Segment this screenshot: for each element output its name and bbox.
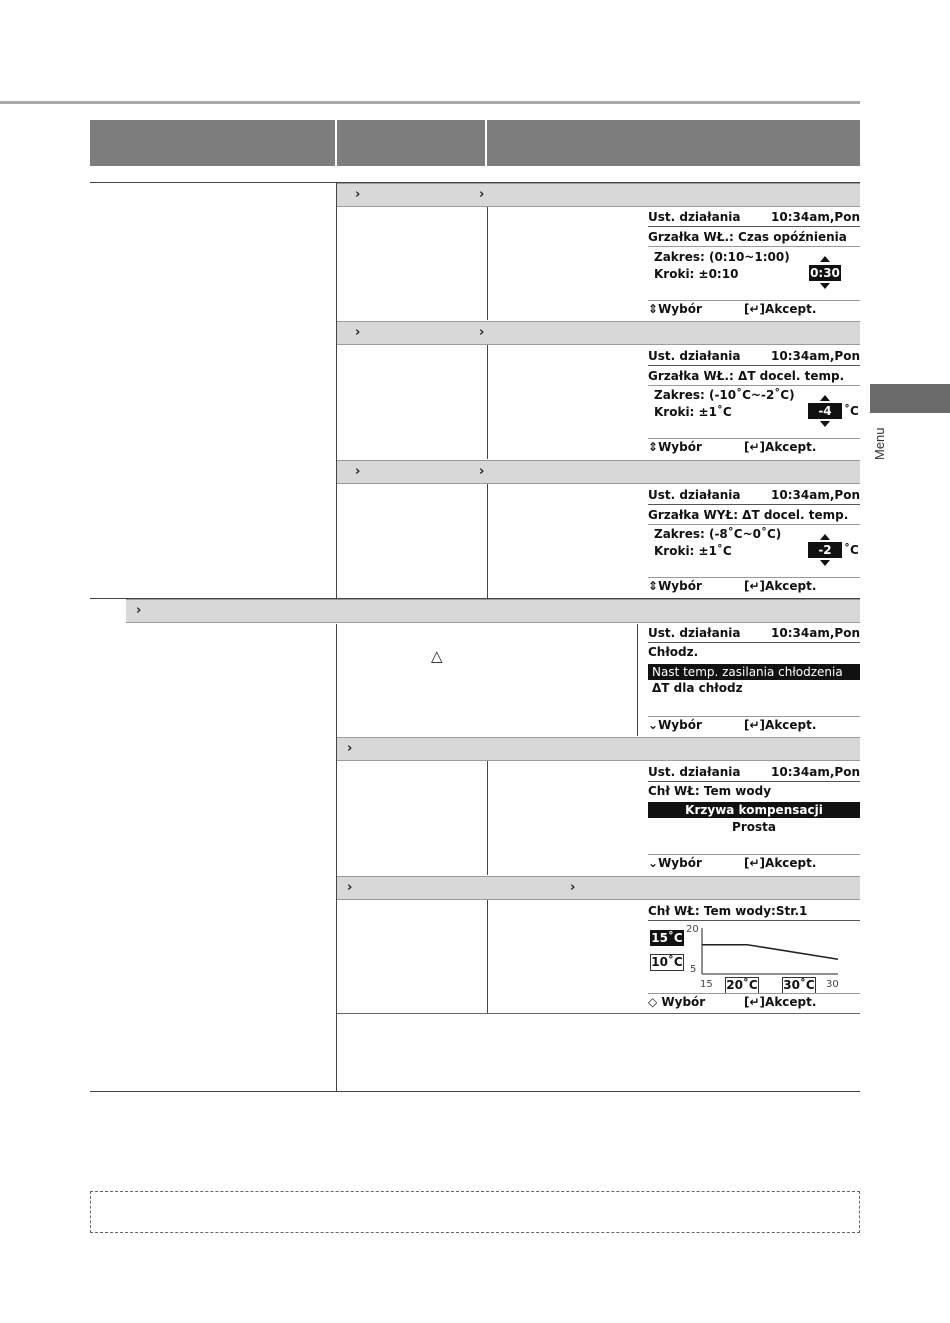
up-arrow-icon <box>820 395 830 401</box>
section-band-3 <box>337 460 860 484</box>
lcd-screen-1 <box>648 208 860 320</box>
screen-rule <box>648 781 860 782</box>
screen-rule <box>648 577 860 578</box>
steps-text: Kroki: ±0:10 <box>654 267 739 281</box>
value-box[interactable]: 20˚C <box>726 978 758 992</box>
screen-header-label: Ust. działania <box>648 765 741 779</box>
table-row-rule <box>337 1013 860 1014</box>
down-arrow-icon <box>820 560 830 566</box>
lcd-screen-3 <box>648 485 860 597</box>
chevron-right-icon: › <box>479 325 485 340</box>
screen-rule <box>648 246 860 247</box>
lcd-screen-2 <box>648 346 860 458</box>
lcd-screen-5 <box>648 762 860 874</box>
screen-rule <box>648 716 860 717</box>
screen-rule <box>648 504 860 505</box>
screen-header-time: 10:34am,Pon <box>771 210 860 224</box>
value-box: 0:30 <box>810 266 840 280</box>
enter-icon: [↵] <box>744 579 766 593</box>
top-rule <box>0 101 860 104</box>
down-arrow-icon <box>820 283 830 289</box>
screen-rule <box>648 385 860 386</box>
select-hint: Wybór <box>658 302 702 316</box>
chevron-right-icon: › <box>570 880 576 895</box>
screen-header-label: Ust. działania <box>648 349 741 363</box>
up-arrow-icon <box>820 534 830 540</box>
select-hint: Wybór <box>658 440 702 454</box>
chevron-right-icon: › <box>347 741 353 756</box>
screen-title: Grzałka WŁ.: ΔT docel. temp. <box>648 369 845 383</box>
lcd-screen-6 <box>648 900 860 1013</box>
range-text: Zakres: (-8˚C~0˚C) <box>654 527 782 541</box>
screen-header-label: Ust. działania <box>648 626 741 640</box>
value-box[interactable]: 30˚C <box>783 978 815 992</box>
column-divider-2 <box>487 900 488 1013</box>
select-hint: Wybór <box>658 579 702 593</box>
screen-rule <box>648 993 860 994</box>
screen-title: Grzałka WYŁ: ΔT docel. temp. <box>648 508 849 522</box>
screen-rule <box>648 642 860 643</box>
chart-y-tick-label: 5 <box>690 964 697 975</box>
screen-header-time: 10:34am,Pon <box>771 349 860 363</box>
chevron-right-icon: › <box>347 880 353 895</box>
column-divider-1a <box>336 182 337 598</box>
accept-hint: Akcept. <box>765 856 817 870</box>
chart-y-tick-label: 20 <box>686 924 699 935</box>
enter-icon: [↵] <box>744 440 766 454</box>
accept-hint: Akcept. <box>765 995 817 1009</box>
select-hint: Wybór <box>658 856 702 870</box>
column-divider-1b <box>336 624 337 1091</box>
section-band-5 <box>337 737 860 761</box>
section-band-1 <box>337 183 860 207</box>
chart-x-tick-label: 30 <box>826 979 839 990</box>
chevron-right-icon: › <box>479 187 485 202</box>
accept-hint: Akcept. <box>765 440 817 454</box>
steps-text: Kroki: ±1˚C <box>654 405 732 419</box>
screen-rule <box>648 365 860 366</box>
lcd-screen-4 <box>648 624 860 736</box>
column-divider-2 <box>487 761 488 875</box>
value-box: -2 <box>808 542 842 558</box>
column-divider-2 <box>487 484 488 598</box>
chevron-right-icon: › <box>479 464 485 479</box>
menu-item[interactable]: Prosta <box>732 820 776 834</box>
up-down-icon: ⇕ <box>648 302 659 316</box>
up-down-icon: ⇕ <box>648 579 659 593</box>
screen-rule <box>648 226 860 227</box>
value-box-selected[interactable]: 15˚C <box>651 931 683 945</box>
select-hint: Wybór <box>661 995 706 1009</box>
screen-title: Grzałka WŁ.: Czas opóźnienia <box>648 230 847 244</box>
chevron-right-icon: › <box>355 325 361 340</box>
unit-label: ˚C <box>844 404 859 418</box>
screen-title: Chłodz. <box>648 645 699 659</box>
chevron-right-icon: › <box>136 603 142 618</box>
menu-item[interactable]: ΔT dla chłodz <box>652 681 743 695</box>
enter-icon: [↵] <box>744 995 766 1009</box>
four-way-arrow-icon: ◇ <box>648 995 662 1009</box>
column-divider-3 <box>637 624 638 736</box>
accept-hint: Akcept. <box>765 718 817 732</box>
side-section-tab <box>870 384 950 413</box>
note-box <box>90 1191 860 1233</box>
steps-text: Kroki: ±1˚C <box>654 544 732 558</box>
table-header-col-2 <box>337 120 485 166</box>
chevron-right-icon: › <box>355 187 361 202</box>
column-divider-2 <box>487 207 488 320</box>
down-arrow-icon: ⌄ <box>648 718 659 732</box>
value-box: -4 <box>808 403 842 419</box>
screen-title: Chł WŁ: Tem wody <box>648 784 772 798</box>
column-divider-2 <box>487 345 488 459</box>
table-header-col-3 <box>487 120 860 166</box>
screen-header-time: 10:34am,Pon <box>771 626 860 640</box>
screen-rule <box>648 438 860 439</box>
section-band-4 <box>126 599 860 623</box>
up-down-icon: ⇕ <box>648 440 659 454</box>
screen-header-time: 10:34am,Pon <box>771 488 860 502</box>
down-arrow-icon <box>820 421 830 427</box>
screen-header-label: Ust. działania <box>648 210 741 224</box>
screen-header-time: 10:34am,Pon <box>771 765 860 779</box>
screen-rule <box>648 854 860 855</box>
side-section-label: Menu <box>872 427 887 460</box>
section-band-6 <box>337 876 860 900</box>
table-header-col-1 <box>90 120 335 166</box>
enter-icon: [↵] <box>744 856 766 870</box>
range-text: Zakres: (0:10~1:00) <box>654 250 790 264</box>
triangle-symbol: △ <box>431 647 443 665</box>
chart-series-line <box>702 945 838 960</box>
selected-menu-item[interactable]: Krzywa kompensacji <box>648 802 860 818</box>
screen-rule <box>648 300 860 301</box>
table-bottom-rule <box>90 1091 860 1092</box>
accept-hint: Akcept. <box>765 302 817 316</box>
chevron-right-icon: › <box>355 464 361 479</box>
value-box[interactable]: 10˚C <box>651 955 683 969</box>
section-band-2 <box>337 321 860 345</box>
accept-hint: Akcept. <box>765 579 817 593</box>
unit-label: ˚C <box>844 543 859 557</box>
screen-rule <box>648 524 860 525</box>
enter-icon: [↵] <box>744 718 766 732</box>
range-text: Zakres: (-10˚C~-2˚C) <box>654 388 795 402</box>
down-arrow-icon: ⌄ <box>648 856 659 870</box>
chart-x-tick-label: 15 <box>700 979 713 990</box>
enter-icon: [↵] <box>744 302 766 316</box>
selected-menu-item[interactable]: Nast temp. zasilania chłodzenia <box>648 664 860 680</box>
up-arrow-icon <box>820 256 830 262</box>
screen-title: Chł WŁ: Tem wody:Str.1 <box>648 904 808 918</box>
screen-header-label: Ust. działania <box>648 488 741 502</box>
select-hint: Wybór <box>658 718 702 732</box>
